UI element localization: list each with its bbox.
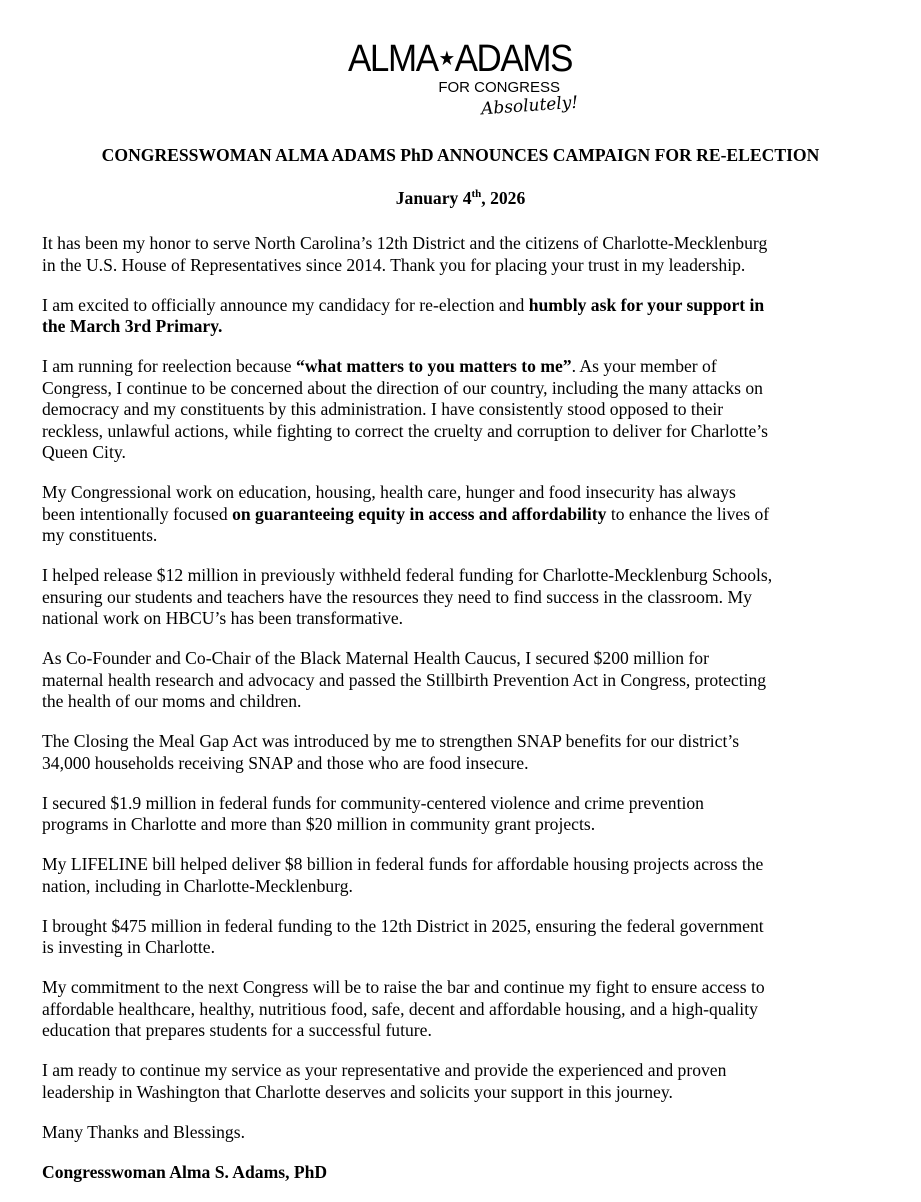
text-run: I am excited to officially announce my candidacy for re-election and	[42, 294, 529, 315]
paragraph	[42, 854, 892, 897]
text-line: My Congressional work on education, housing, health care, hunger and food insecurity has always	[42, 482, 736, 502]
paragraph	[42, 793, 892, 836]
headline: CONGRESSWOMAN ALMA ADAMS PhD ANNOUNCES CAMPAIGN FOR RE-ELECTION	[101, 145, 820, 165]
paragraph	[42, 356, 892, 464]
text-line: education that prepares students for a successful future.	[42, 1020, 432, 1040]
text-line: It has been my honor to serve North Carolina’s 12th District and the citizens of Charlotte-Mecklenburg	[42, 233, 768, 253]
text-line	[42, 356, 892, 378]
text-line: Queen City.	[42, 442, 126, 462]
paragraph	[42, 731, 892, 774]
logo-name-left: ALMA	[347, 38, 438, 80]
text-line: affordable healthcare, healthy, nutritious food, safe, decent and affordable housing, and a high-quality	[42, 998, 758, 1019]
text-run: I am running for reelection because	[42, 356, 297, 376]
text-line: I am ready to continue my service as your representative and provide the experienced and proven	[42, 1060, 727, 1080]
text-line: I brought $475 million in federal funding to the 12th District in 2025, ensuring the federal government	[42, 915, 764, 936]
paragraph	[42, 1060, 892, 1103]
text-line: maternal health research and advocacy and passed the Stillbirth Prevention Act in Congress, protecting	[42, 669, 767, 690]
text-line: Congress, I continue to be concerned about the direction of our country, including the many attacks on	[42, 377, 763, 398]
text-line: Many Thanks and Blessings.	[42, 1121, 245, 1142]
bold-text: the March 3rd Primary.	[42, 316, 223, 336]
signature	[42, 1162, 892, 1184]
logo-name-right: ADAMS	[454, 38, 573, 80]
text-run: . As your member of	[571, 356, 717, 376]
paragraph	[42, 977, 892, 1042]
text-line	[42, 504, 892, 526]
logo-wordmark	[331, 38, 589, 80]
paragraph	[42, 295, 892, 338]
paragraph	[42, 482, 892, 547]
signature-name: Congresswoman Alma S. Adams, PhD	[42, 1161, 328, 1182]
text-line: my constituents.	[42, 525, 158, 545]
text-line: leadership in Washington that Charlotte deserves and solicits your support in this journey.	[42, 1081, 673, 1102]
bold-quote: “what matters to you matters to me”	[296, 356, 572, 376]
paragraph	[42, 648, 892, 713]
text-line: My commitment to the next Congress will be to raise the bar and continue my fight to ensure access to	[42, 977, 765, 997]
text-line: is investing in Charlotte.	[42, 937, 215, 957]
date-suffix: th	[471, 188, 482, 200]
text-line: programs in Charlotte and more than $20 million in community grant projects.	[42, 814, 596, 834]
paragraph	[42, 565, 892, 630]
bold-text: humbly ask for your support in	[528, 294, 765, 315]
campaign-logo	[320, 38, 600, 124]
date-month-day: January 4	[395, 188, 472, 208]
text-line: I helped release $12 million in previously withheld federal funding for Charlotte-Mecklenburg Schools,	[42, 565, 773, 585]
dateline	[0, 188, 921, 209]
bold-text: on guaranteeing equity in access and affordability	[232, 503, 607, 524]
text-run: been intentionally focused	[42, 503, 233, 524]
text-line	[42, 316, 892, 338]
text-line: democracy and my constituents by this administration. I have consistently stood opposed to their	[42, 399, 724, 419]
text-line	[42, 295, 892, 317]
text-line: in the U.S. House of Representatives since 2014. Thank you for placing your trust in my leadership.	[42, 254, 746, 275]
letter-body	[42, 233, 892, 1202]
text-line: reckless, unlawful actions, while fighting to correct the cruelty and corruption to deliver for Charlotte’s	[42, 420, 769, 441]
text-line: As Co-Founder and Co-Chair of the Black Maternal Health Caucus, I secured $200 million for	[42, 648, 709, 668]
date-year: , 2026	[481, 188, 526, 208]
paragraph	[42, 233, 892, 276]
text-line: national work on HBCU’s has been transformative.	[42, 608, 404, 628]
paragraph	[42, 916, 892, 959]
text-line: The Closing the Meal Gap Act was introduced by me to strengthen SNAP benefits for our district’s	[42, 731, 740, 751]
text-line: the health of our moms and children.	[42, 691, 302, 711]
text-line: I secured $1.9 million in federal funds for community-centered violence and crime prevention	[42, 792, 704, 813]
text-line: 34,000 households receiving SNAP and those who are food insecure.	[42, 752, 529, 773]
text-line: My LIFELINE bill helped deliver $8 billion in federal funds for affordable housing projects across the	[42, 854, 764, 874]
closing	[42, 1122, 892, 1144]
text-run: to enhance the lives of	[606, 503, 770, 524]
text-line: ensuring our students and teachers have the resources they need to find success in the classroom. My	[42, 586, 752, 607]
text-line: nation, including in Charlotte-Mecklenburg.	[42, 875, 353, 896]
star-icon: ★	[438, 48, 454, 70]
logo-tagline: Absolutely!	[480, 92, 579, 120]
logo-for-congress: FOR CONGRESS	[438, 79, 560, 96]
